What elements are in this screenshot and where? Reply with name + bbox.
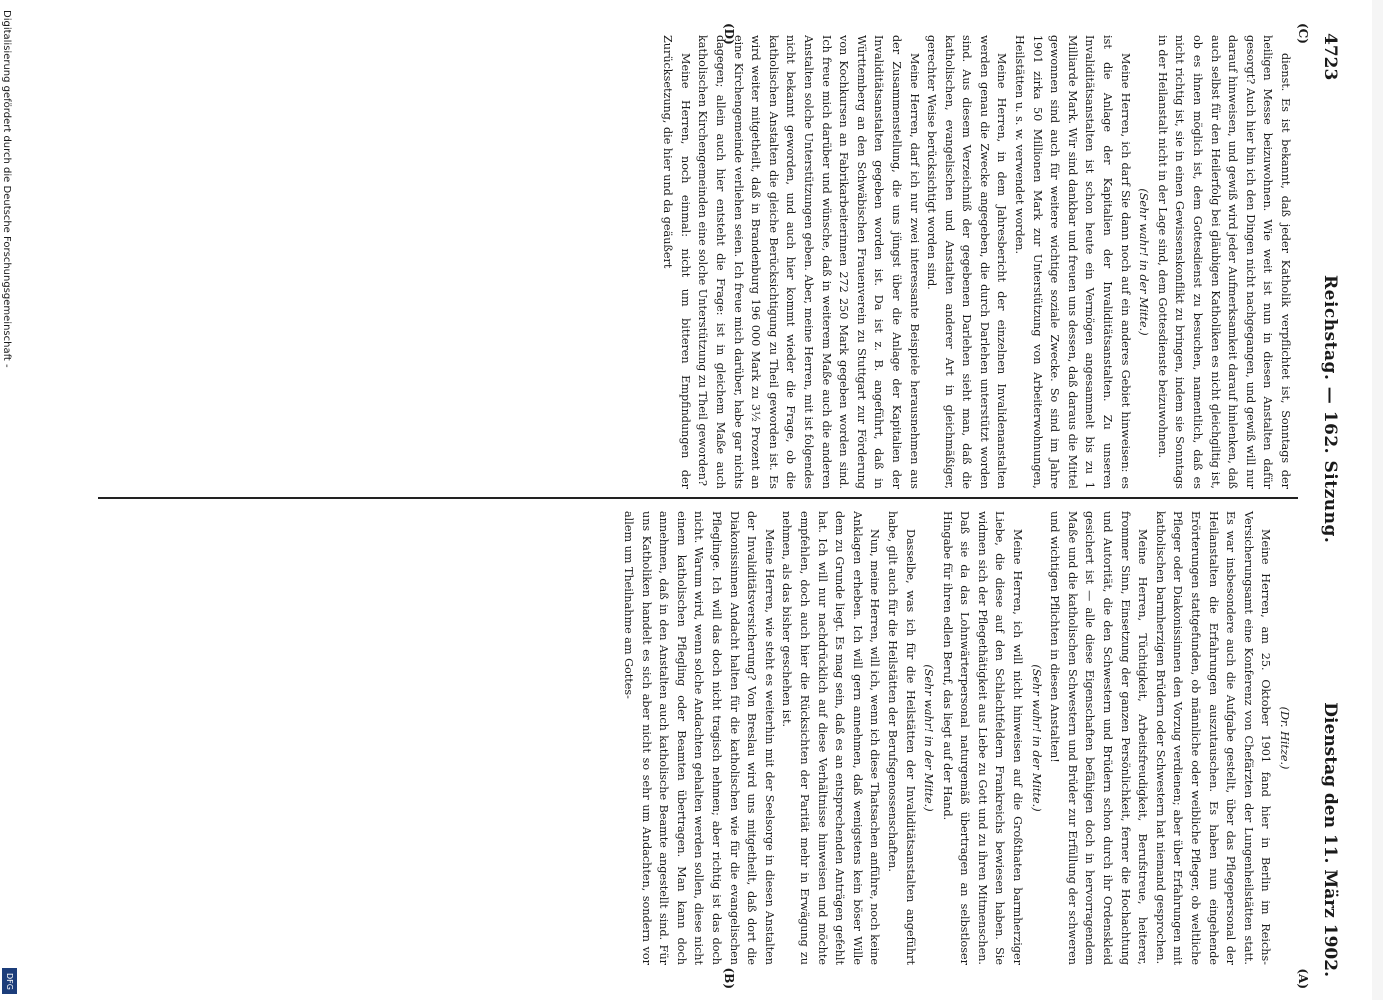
paragraph: (Sehr wahr! in der Mitte.) [1029, 664, 1043, 812]
text-column-left [619, 511, 1294, 965]
page-header [1312, 25, 1346, 985]
paragraph: (Sehr wahr! in der Mitte.) [922, 664, 936, 812]
margin-marker-d: (D) [722, 23, 736, 45]
digitization-credit: Digitalisierung gefördert durch die Deutsche Forschungsgemeinschaft - [1, 10, 12, 368]
paragraph: Dasselbe, was ich für die Heilstätten der Invaliditätsanstalten angeführt habe, gilt auch für die Heilstätten der Berufsgenossenschaften. [885, 511, 917, 965]
paragraph: Meine Herren, wie steht es weiterhin mit der Seelsorge in diesen Anstalten der Invaliditätsversicherung? Von Breslau wird uns mitgetheilt, daß dort die Diakonissinnen Andacht halten für die katholischen wie für die evangelischen Pfleglinge. Ich will das doch nicht tragisch nehmen; aber richtig ist das doch nicht. Warum wird, wenn solche Andachten gehalten werden sollen, diese nicht einem katholischen Pflegling oder Beamten übertragen. Man kann doch annehmen, daß in den Anstalten auch katholische Beamte angestellt sind. Für uns Katholiken handelt es sich aber nicht so sehr um Andachten, sondern vor allem um Theilnahme am Gottes- [622, 511, 776, 965]
margin-marker-a: (A) [1296, 968, 1310, 989]
scan-edge [1372, 0, 1383, 1000]
paragraph: Nun, meine Herren, will ich, wenn ich diese Thatsachen anführe, noch keine Anklagen erheben. Ich will gern annehmen, daß wenigstens kein böser Wille dem zu Grunde liegt. Es mag sein, daß es an entsprechenden Anträgen gefehlt hat. Ich will nur nachdrücklich auf diese Verhältnisse hinweisen und möchte empfehlen, doch auch hier die Rücksichten der Parität mehr in Erwägung zu nehmen, als das bisher geschehen ist. [780, 511, 882, 965]
margin-marker-c: (C) [1296, 23, 1310, 44]
paragraph: Meine Herren, ich darf Sie dann noch auf ein anderes Gebiet hinweisen: es ist die Anlage der Kapitalien der Invaliditätsanstalten. Zu unseren Invaliditätsanstalten ist schon heute ein Vermögen angesammelt bis zu 1 Milliarde Mark. Wir sind dankbar und freuen uns dessen, daß daraus die Mittel gewonnen sind auch für weitere wichtige soziale Zwecke. So sind im Jahre 1901 zirka 50 Millionen Mark zur Unterstützung von Arbeiterwohnungen, Heilstätten u. s. w. verwendet worden. [1013, 35, 1132, 489]
session-title: Reichstag. — 162. Sitzung. [1320, 275, 1340, 544]
margin-marker-b: (B) [722, 967, 736, 989]
speaker-label: (Dr. Hitze.) [1278, 706, 1291, 770]
paragraph: dienst. Es ist bekannt, daß jeder Katholik verpflichtet ist, Sonntags der heiligen Messe beizuwohnen. Wie weit ist nun in diesen Anstalten dafür gesorgt? Auch hier bin ich den Dingen nicht nachgegangen, und gewiß will nur darauf hinweisen, und gewiß wird jeder Aufmerksamkeit darauf hinlenken, daß auch selbst für den Heilerfolg bei gläubigen Katholiken es nicht gleichgiltig ist, ob es ihnen möglich ist, dem Gottesdienst zu besuchen, namentlich, daß es nicht richtig ist, sie in einen Gewissenskonflikt zu bringen, indem sie Sonntags in der Heilanstalt nicht in der Lage sind, dem Gottesdienste beizuwohnen. [1155, 35, 1292, 489]
session-date: Dienstag den 11. März 1902. [1320, 702, 1340, 977]
credit-strip [2, 10, 18, 990]
column-divider [98, 497, 1298, 499]
page-number: 4723 [1320, 33, 1340, 81]
paragraph: Meine Herren, ich will nicht hinweisen auf die Großthaten barmherziger Liebe, die diese auf den Schlachtfeldern Frankreichs bewiesen haben. Sie widmen sich der Pflegethätigkeit aus Liebe zu Gott und zu ihren Mitmenschen. Daß sie da das Lohnwärterpersonal naturgemäß übertragen an selbstloser Hingabe für ihren edlen Beruf, das liegt auf der Hand. [940, 511, 1025, 965]
dfg-logo: DFG [2, 968, 17, 994]
text-column-right [659, 35, 1294, 489]
paragraph: (Sehr wahr! in der Mitte.) [1137, 188, 1151, 336]
paragraph: Meine Herren, am 25. Oktober 1901 fand hier in Berlin im Reichs-Versicherungsamt eine Konferenz von Chefärzten der Lungenheilstätten statt. Es war insbesondere auch die Aufgabe gestellt, über das Pflegepersonal der Heilanstalten die Erfahrungen auszutauschen. Es haben nun eingehende Erörterungen stattgefunden, ob männliche oder weibliche Pfleger, ob weltliche Pfleger oder Diakonissinnen den Vorzug verdienen; aber über Erfahrungen mit katholischen barmherzigen Brüdern oder Schwestern hat niemand gesprochen. [1153, 511, 1273, 965]
paragraph: Meine Herren, noch einmal: nicht um bitteren Empfindungen der Zurücksetzung, die hier und da geäußert [661, 35, 692, 489]
paragraph: Meine Herren, darf ich nur zwei interessante Beispiele herausnehmen aus der Zusammenstellung, die uns jüngst über die Anlage der Kapitalien der Invaliditätsanstalten gegeben worden ist. Da ist z. B. angeführt, daß in Württemberg an den Schwäbischen Frauenverein zu Stuttgart zur Förderung von Kochkursen an Fabrikarbeiterinnen 272 250 Mark gegeben worden sind. Ich freue mich darüber und wünsche, daß in weiterem Maße auch die anderen Anstalten solche Unterstützungen geben. Aber, meine Herren, mit ist folgendes nicht bekannt geworden, und auch hier kommt wieder die Frage, ob die katholischen Anstalten die gleiche Berücksichtigung zu Theil geworden ist. Es wird weiter mitgetheilt, daß in Brandenburg 196 000 Mark zu 3½ Prozent an eine Kirchengemeinde verliehen seien. Ich freue mich darüber, habe gar nichts dagegen; allein auch hier entsteht die Frage: ist in gleichem Maße auch katholischen Kirchengemeinden eine solche Unterstützung zu Theil geworden? [696, 35, 921, 489]
paragraph: Meine Herren, Tüchtigkeit, Arbeitsfreudigkeit, Berufstreue, heiterer, frommer Sinn, Einsetzung der ganzen Persönlichkeit, ferner die Hochachtung und Autorität, die den Schwestern und Brüdern schon durch ihr Ordenskleid gesichert ist — alle diese Eigenschaften befähigen doch in hervorragendem Maße und die katholischen Schwestern und Brüder zur Erfüllung der schweren und wichtigen Pflichten in diesen Anstalten! [1048, 511, 1150, 965]
paragraph: Meine Herren, in dem Jahresbericht der einzelnen Invalidenanstalten werden genau die Zwecke angegeben, die durch Darlehen unterstützt worden sind. Aus diesem Verzeichniß der gegebenen Darlehen sieht man, daß die katholischen, evangelischen und Anstalten anderer Art in gleichmäßiger, gerechter Weise berücksichtigt worden sind. [925, 35, 1009, 489]
rotated-document-page [86, 23, 1346, 989]
